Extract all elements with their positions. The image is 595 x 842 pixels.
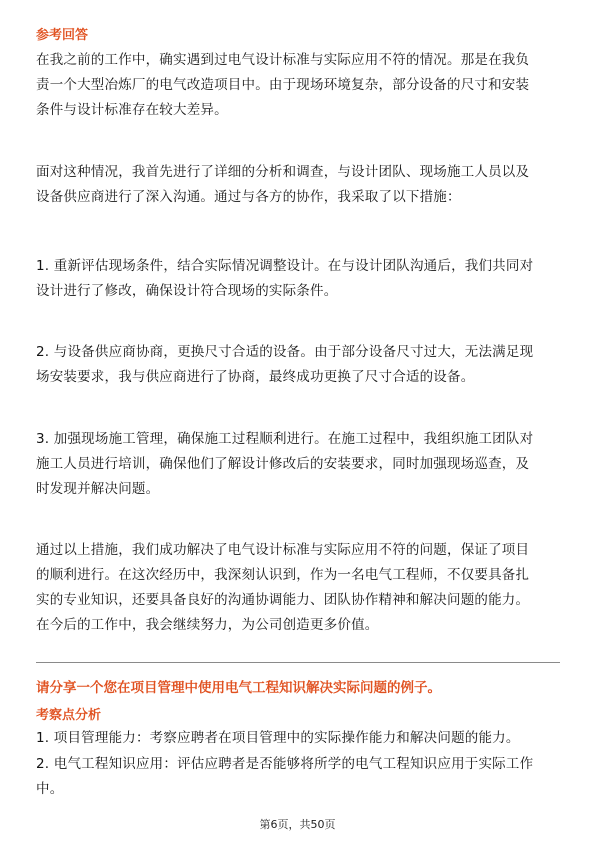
- answer-measure-2: 2. 与设备供应商协商，更换尺寸合适的设备。由于部分设备尺寸过大，无法满足现 场安装要求，我与供应商进行了协商，最终成功更换了尺寸合适的设备。: [36, 344, 534, 385]
- answer-paragraph-approach: 面对这种情况，我首先进行了详细的分析和调查，与设计团队、现场施工人员以及 设备供应商进行了深入沟通。通过与各方的协作，我采取了以下措施：: [36, 164, 530, 205]
- answer-paragraph-conclusion: 通过以上措施，我们成功解决了电气设计标准与实际应用不符的问题，保证了项目 的顺利进行。在这次经历中，我深刻认识到，作为一名电气工程师，不仅要具备扎 实的专业知识，还要具备良好的沟通协调能力、团队协作精神和解决问题的能力。 在今后的工作中，我会继续努力，为公司创造更多价值。: [36, 542, 530, 633]
- answer-measure-1: 1. 重新评估现场条件，结合实际情况调整设计。在与设计团队沟通后，我们共同对 设计进行了修改，确保设计符合现场的实际条件。: [36, 258, 534, 299]
- page-number-footer: 第6页，共50页: [259, 818, 336, 831]
- answer-heading: 参考回答: [36, 28, 89, 43]
- answer-measure-3: 3. 加强现场施工管理，确保施工过程顺利进行。在施工过程中，我组织施工团队对 施工人员进行培训，确保他们了解设计修改后的安装要求，同时加强现场巡查，及 时发现并解决问题。: [36, 431, 534, 497]
- next-question: 请分享一个您在项目管理中使用电气工程知识解决实际问题的例子。: [36, 680, 441, 696]
- analysis-heading: 考察点分析: [36, 708, 102, 723]
- answer-paragraph-intro: 在我之前的工作中，确实遇到过电气设计标准与实际应用不符的情况。那是在我负 责一个大型冶炼厂的电气改造项目中。由于现场环境复杂，部分设备的尺寸和安装 条件与设计标准存在较大差异。: [36, 52, 530, 118]
- section-divider: [36, 662, 560, 663]
- analysis-point-1: 1. 项目管理能力：考察应聘者在项目管理中的实际操作能力和解决问题的能力。: [36, 730, 520, 746]
- analysis-point-2: 2. 电气工程知识应用：评估应聘者是否能够将所学的电气工程知识应用于实际工作 中。: [36, 756, 534, 797]
